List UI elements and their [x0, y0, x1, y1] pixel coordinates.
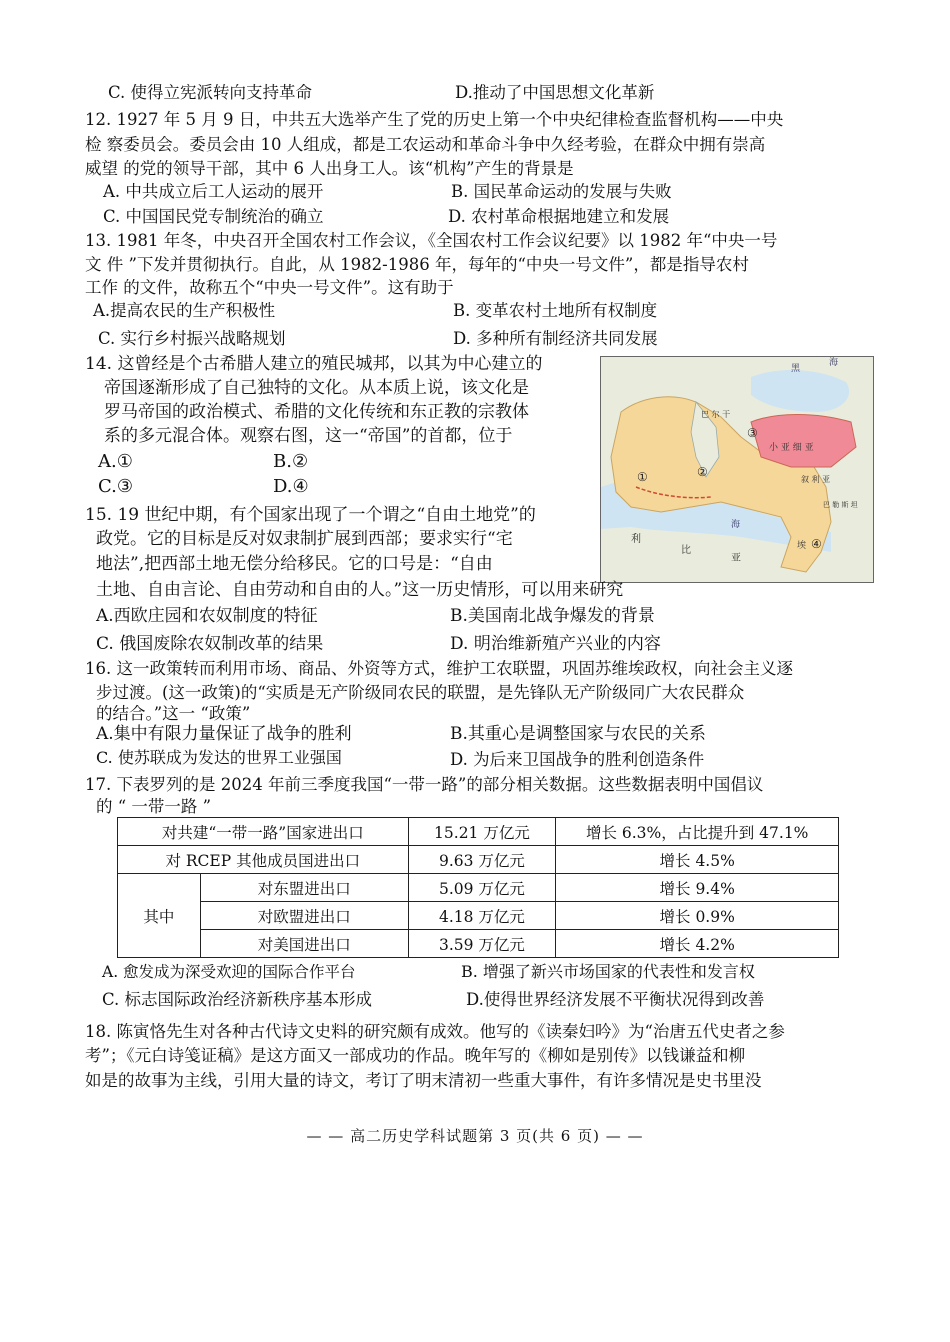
map-marker-4: ④ — [811, 537, 822, 551]
table-row — [118, 874, 839, 902]
q13-option-c: C. 实行乡村振兴战略规划 — [98, 329, 286, 348]
table-cell: 9.63 万亿元 — [408, 846, 556, 874]
map-label-asia-minor: 小 亚 细 亚 — [769, 443, 814, 453]
table-row — [118, 902, 839, 930]
q13-stem-line-1: 13. 1981 年冬，中央召开全国农村工作会议，《全国农村工作会议纪要》以 1982 年“中央一号 — [85, 231, 778, 250]
q17-option-c: C. 标志国际政治经济新秩序基本形成 — [102, 990, 373, 1009]
table-cell: 增长 6.3%，占比提升到 47.1% — [556, 818, 839, 846]
page-footer: — — 高二历史学科试题第 3 页(共 6 页) — — — [306, 1127, 644, 1145]
map-marker-2: ② — [697, 465, 708, 479]
table-cell: 3.59 万亿元 — [408, 930, 556, 958]
q12-option-c: C. 中国国民党专制统治的确立 — [103, 207, 324, 226]
q13-stem-line-3: 工作 的文件，故称五个“中央一号文件”。这有助于 — [85, 278, 454, 297]
q17-option-d: D.使得世界经济发展不平衡状况得到改善 — [466, 990, 765, 1009]
q14-option-a: A.① — [98, 451, 133, 472]
table-cell: 4.18 万亿元 — [408, 902, 556, 930]
table-row — [118, 930, 839, 958]
q14-stem-line-2: 帝国逐渐形成了自己独特的文化。从本质上说，该文化是 — [104, 378, 529, 398]
table-cell: 增长 4.5% — [556, 846, 839, 874]
q15-option-d: D. 明治维新殖产兴业的内容 — [450, 634, 661, 654]
q15-stem-line-4: 土地、自由言论、自由劳动和自由的人。”这一历史情形，可以用来研究 — [96, 580, 624, 600]
q16-option-d: D. 为后来卫国战争的胜利创造条件 — [450, 750, 705, 769]
q14-option-b: B.② — [273, 451, 309, 472]
q15-stem-line-3: 地法”,把西部土地无偿分给移民。它的口号是：“自由 — [96, 554, 493, 574]
byzantine-empire-map — [600, 356, 874, 583]
table-cell: 增长 4.2% — [556, 930, 839, 958]
q18-stem-line-3: 如是的故事为主线，引用大量的诗文，考订了明末清初一些重大事件，有许多情况是史书里没 — [85, 1071, 762, 1090]
q12-option-a: A. 中共成立后工人运动的展开 — [103, 182, 324, 201]
q13-stem-line-2: 文 件 ”下发并贯彻执行。自此，从 1982-1986 年，每年的“中央一号文件”，都是指导农村 — [85, 255, 749, 274]
q12-option-b: B. 国民革命运动的发展与失败 — [451, 182, 672, 201]
table-cell: 对美国进出口 — [200, 930, 408, 958]
q17-stem-line-2: 的 “ 一带一路 ” — [96, 797, 212, 816]
belt-road-trade-table — [117, 817, 839, 958]
q16-stem-line-2: 步过渡。(这一政策)的“实质是无产阶级同农民的联盟，是先锋队无产阶级同广大农民群众 — [96, 683, 745, 702]
table-cell: 对欧盟进出口 — [200, 902, 408, 930]
map-label-egypt: 埃 — [797, 541, 807, 551]
q12-stem-line-2: 检 察委员会。委员会由 10 人组成，都是工农运动和革命斗争中久经考验，在群众中拥有崇高 — [85, 135, 766, 154]
table-cell: 增长 9.4% — [556, 874, 839, 902]
map-label-bi: 比 — [681, 545, 691, 556]
q15-option-a: A.西欧庄园和农奴制度的特征 — [96, 606, 318, 626]
map-label-syria: 叙 利 亚 — [801, 475, 831, 484]
q15-stem-line-1: 15. 19 世纪中期，有个国家出现了一个谓之“自由土地党”的 — [85, 505, 536, 525]
map-label-balkan: 巴 尔 干 — [701, 410, 731, 419]
q17-option-b: B. 增强了新兴市场国家的代表性和发言权 — [461, 962, 755, 981]
q16-option-c: C. 使苏联成为发达的世界工业强国 — [96, 748, 342, 767]
q17-option-a: A. 愈发成为深受欢迎的国际合作平台 — [102, 963, 356, 981]
q13-option-d: D. 多种所有制经济共同发展 — [453, 329, 658, 348]
map-label-black: 黑 — [791, 364, 801, 374]
q14-stem-line-3: 罗马帝国的政治模式、希腊的文化传统和东正教的宗教体 — [104, 402, 529, 422]
table-cell: 5.09 万亿元 — [408, 874, 556, 902]
q14-option-c: C.③ — [98, 476, 133, 497]
map-label-li: 利 — [631, 534, 641, 545]
q13-option-b: B. 变革农村土地所有权制度 — [453, 301, 658, 320]
table-cell: 增长 0.9% — [556, 902, 839, 930]
table-row — [118, 818, 839, 846]
q11-option-d: D.推动了中国思想文化革新 — [455, 83, 655, 102]
table-row — [118, 846, 839, 874]
q16-option-a: A.集中有限力量保证了战争的胜利 — [96, 724, 352, 744]
q14-stem-line-1: 14. 这曾经是个古希腊人建立的殖民城邦，以其为中心建立的 — [85, 354, 543, 374]
q18-stem-line-1: 18. 陈寅恪先生对各种古代诗文史料的研究颇有成效。他写的《读秦妇吟》为“治唐五代史者之参 — [85, 1022, 785, 1041]
map-marker-3: ③ — [747, 426, 758, 440]
table-cell: 15.21 万亿元 — [408, 818, 556, 846]
q12-stem-line-1: 12. 1927 年 5 月 9 日，中共五大选举产生了党的历史上第一个中央纪律检查监督机构——中央 — [85, 110, 784, 129]
map-marker-1: ① — [637, 470, 648, 484]
q14-option-d: D.④ — [273, 476, 309, 497]
map-label-sea-1: 海 — [829, 358, 839, 368]
q11-option-c: C. 使得立宪派转向支持革命 — [108, 83, 313, 102]
table-cell: 对东盟进出口 — [200, 874, 408, 902]
q13-option-a: A.提高农民的生产积极性 — [93, 301, 276, 320]
q12-option-d: D. 农村革命根据地建立和发展 — [448, 207, 670, 226]
q16-stem-line-1: 16. 这一政策转而利用市场、商品、外资等方式，维护工农联盟，巩固苏维埃政权，向社会主义逐 — [85, 659, 793, 678]
map-label-sea-2: 海 — [731, 520, 741, 530]
q15-option-b: B.美国南北战争爆发的背景 — [450, 606, 655, 626]
q14-stem-line-4: 系的多元混合体。观察右图，这一“帝国”的首都，位于 — [104, 426, 513, 446]
map-label-ya: 亚 — [731, 553, 741, 564]
asia-minor-region — [751, 415, 856, 468]
q12-stem-line-3: 威望 的党的领导干部，其中 6 人出身工人。该“机构”产生的背景是 — [85, 159, 574, 178]
map-label-palestine: 巴 勒 斯 坦 — [823, 501, 858, 509]
q15-option-c: C. 俄国废除农奴制改革的结果 — [96, 634, 324, 654]
table-cell: 对共建“一带一路”国家进出口 — [118, 818, 409, 846]
q15-stem-line-2: 政党。它的目标是反对奴隶制扩展到西部；要求实行“宅 — [96, 529, 513, 549]
q16-stem-line-3: 的结合。”这一 “政策” — [96, 704, 251, 723]
table-group-cell: 其中 — [118, 874, 201, 958]
q16-option-b: B.其重心是调整国家与农民的关系 — [450, 724, 706, 744]
q17-stem-line-1: 17. 下表罗列的是 2024 年前三季度我国“一带一路”的部分相关数据。这些数据表明中国倡议 — [85, 775, 764, 794]
q18-stem-line-2: 考”；《元白诗笺证稿》是这方面又一部成功的作品。晚年写的《柳如是别传》以钱谦益和柳 — [85, 1046, 746, 1065]
table-cell: 对 RCEP 其他成员国进出口 — [118, 846, 409, 874]
